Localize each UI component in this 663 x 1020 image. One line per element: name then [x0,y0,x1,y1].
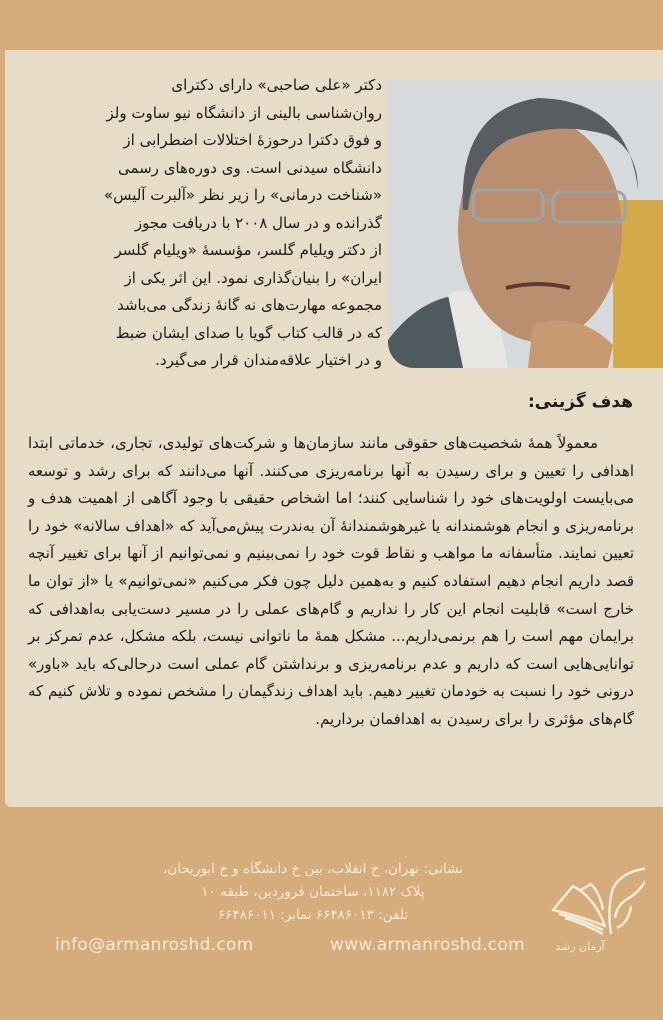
bio-line: مجموعه مهارت‌های نه گانهٔ زندگی می‌باشد [117,296,382,314]
book-leaf-icon [545,858,645,948]
address-line: پلاک ۱۱۸۲، ساختمان فروردین، طبقه ۱۰ [201,884,425,900]
publisher-links [55,935,525,955]
address-line: نشانی: تهران، خ انقلاب، بین خ دانشگاه و خ ابوریحان، [163,861,463,877]
body-paragraph: معمولاً همهٔ شخصیت‌های حقوقی مانند سازمان‌ها و شرکت‌های تولیدی، تجاری، خدماتی ابتدا اهدافی را تعیین و برای رسیدن به آنها برنامه‌ریزی می‌کنند. آنها می‌دانند که برای رشد و توسعه می‌بایست اولویت‌های خود را شناسایی کنند؛ اما اشخاص حقیقی با وجود آگاهی از اهمیت هدف و برنامه‌ریزی و انجام هوشمندانه یا غیرهوشمندانهٔ آن به‌ندرت پیش‌می‌آید که «اهداف سالانه» خود را تعیین نمایند. متأسفانه ما مواهب و نقاط قوت خود را نمی‌بینیم و نمی‌توانیم از آنها برای تغییر آنچه قصد داریم انجام دهیم استفاده کنیم و به‌همین دلیل چون فکر می‌کنیم «نمی‌توانیم» یا «از توان ما خارج است» قابلیت انجام این کار را نداریم و گام‌های عملی را در مسیر دست‌یابی به‌اهدافی که برایمان مهم است را هم برنمی‌داریم... مشکل همهٔ ما ناتوانی نیست، بلکه مشکل، عدم تمرکز بر توانایی‌هایی است که داریم و عدم برنامه‌ریزی و برنداشتن گام عملی است درحالی‌که باید «باور» درونی خود را نسبت به خودمان تغییر دهیم. باید اهداف زندگیمان را مشخص نموده و تلاش کنیم که گام‌های مؤثری را برای رسیدن به اهدافمان برداریم. [28,434,634,728]
bio-line: و در اختیار علاقه‌مندان قرار می‌گیرد. [155,351,382,369]
bio-line: که در قالب کتاب گویا با صدای ایشان ضبط [115,323,382,342]
fax-number: نمابر: ۶۶۴۸۶۰۱۱ [217,907,312,923]
email-link[interactable]: info@armanroshd.com [55,935,254,955]
publisher-address [98,858,528,927]
section-heading: هدف گزینی: [527,392,633,412]
website-link[interactable]: www.armanroshd.com [330,935,525,955]
bio-line: گذرانده و در سال ۲۰۰۸ با دریافت مجوز [134,213,382,232]
bio-line: از دکتر ویلیام گلسر، مؤسسهٔ «ویلیام گلسر [114,241,382,259]
author-photo [388,80,663,368]
section-body [28,430,634,734]
bio-line: و فوق دکترا درحوزهٔ اختلالات اضطرابی از [123,131,382,149]
bio-line: روان‌شناسی بالینی از دانشگاه نیو ساوت ولز [106,103,382,122]
publisher-name: آرمان رشد [555,940,605,953]
bio-line: دانشگاه سیدنی است. وی دوره‌های رسمی [117,158,382,177]
bio-line: دکتر «علی صاحبی» دارای دکترای [171,76,382,94]
author-bio [30,72,382,375]
bio-line: «شناخت درمانی» را زیر نظر «آلبرت آلیس» [103,186,382,204]
contact-numbers [98,904,528,927]
bio-line: ایران» را بنیان‌گذاری نمود. این اثر یکی از [124,268,382,287]
portrait-illustration [388,80,663,368]
phone-number: تلفن: ۶۶۴۸۶۰۱۳ [315,907,409,923]
